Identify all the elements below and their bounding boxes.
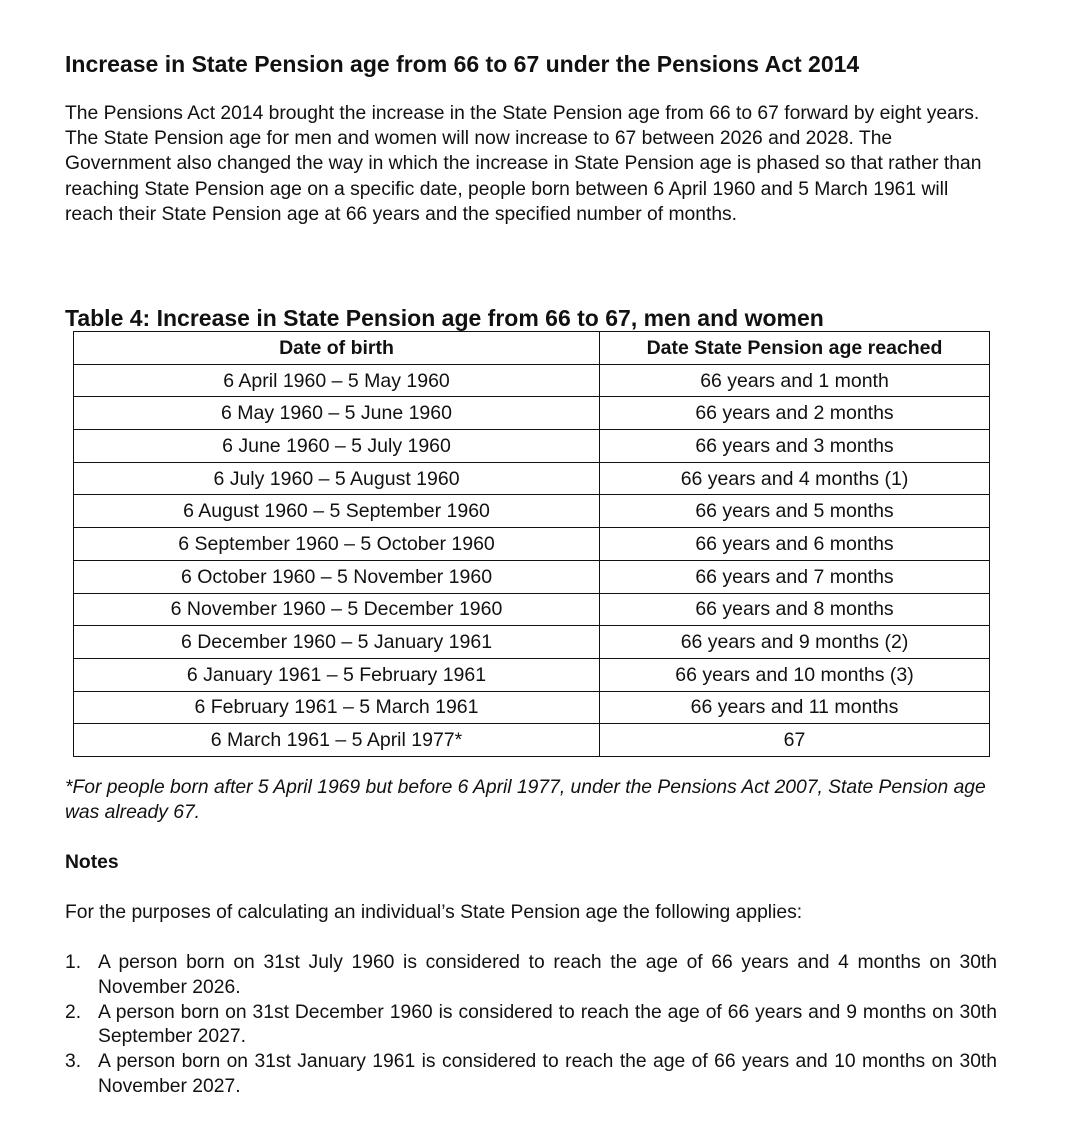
notes-intro: For the purposes of calculating an individual’s State Pension age the following applies: <box>65 902 803 923</box>
date-of-birth-cell: 6 June 1960 – 5 July 1960 <box>74 430 600 463</box>
list-number: 2. <box>65 1001 82 1023</box>
date-of-birth-cell: 6 July 1960 – 5 August 1960 <box>74 462 600 495</box>
pension-age-cell: 66 years and 9 months (2) <box>600 626 990 659</box>
table-row <box>74 364 990 397</box>
date-of-birth-cell: 6 November 1960 – 5 December 1960 <box>74 593 600 626</box>
column-header-pension-age-reached: Date State Pension age reached <box>600 332 990 365</box>
date-of-birth-cell: 6 January 1961 – 5 February 1961 <box>74 658 600 691</box>
list-item <box>65 1001 997 1050</box>
date-of-birth-cell: 6 October 1960 – 5 November 1960 <box>74 560 600 593</box>
pension-age-cell: 66 years and 7 months <box>600 560 990 593</box>
note-text: A person born on 31st July 1960 is considered to reach the age of 66 years and 4 months on 30th November 2026. <box>98 952 997 998</box>
date-of-birth-cell: 6 May 1960 – 5 June 1960 <box>74 397 600 430</box>
pension-age-cell: 66 years and 5 months <box>600 495 990 528</box>
notes-list <box>65 951 997 1100</box>
list-item <box>65 951 997 1000</box>
pension-age-cell: 66 years and 1 month <box>600 364 990 397</box>
pension-age-cell: 66 years and 4 months (1) <box>600 462 990 495</box>
table-row <box>74 593 990 626</box>
date-of-birth-cell: 6 March 1961 – 5 April 1977* <box>74 724 600 757</box>
note-text: A person born on 31st January 1961 is considered to reach the age of 66 years and 10 months on 30th November 2027. <box>98 1051 997 1097</box>
list-number: 1. <box>65 952 82 973</box>
date-of-birth-cell: 6 February 1961 – 5 March 1961 <box>74 691 600 724</box>
date-of-birth-cell: 6 December 1960 – 5 January 1961 <box>74 626 600 659</box>
column-header-date-of-birth: Date of birth <box>74 332 600 365</box>
table-row <box>74 560 990 593</box>
table-row <box>74 724 990 757</box>
table-row <box>74 528 990 561</box>
table-row <box>74 462 990 495</box>
intro-paragraph: The Pensions Act 2014 brought the increase in the State Pension age from 66 to 67 forward by eight years. The State Pension age for men and women will now increase to 67 between 2026 and 2028. The Government also changed the way in which the increase in State Pension age is phased so that rather than reaching State Pension age on a specific date, people born between 6 April 1960 and 5 March 1961 will reach their State Pension age at 66 years and the specified number of months. <box>65 103 982 225</box>
table-row <box>74 691 990 724</box>
date-of-birth-cell: 6 August 1960 – 5 September 1960 <box>74 495 600 528</box>
list-number: 3. <box>65 1051 82 1072</box>
table-row <box>74 495 990 528</box>
pension-age-table <box>73 331 990 757</box>
pension-age-cell: 66 years and 2 months <box>600 397 990 430</box>
list-item <box>65 1050 997 1099</box>
table-row <box>74 658 990 691</box>
page-title: Increase in State Pension age from 66 to 67 under the Pensions Act 2014 <box>65 51 860 77</box>
pension-age-cell: 66 years and 11 months <box>600 691 990 724</box>
note-text: A person born on 31st December 1960 is considered to reach the age of 66 years and 9 months on 30th September 2027. <box>98 1001 997 1047</box>
table-row <box>74 430 990 463</box>
table-caption: Table 4: Increase in State Pension age from 66 to 67, men and women <box>65 305 824 331</box>
pension-age-cell: 66 years and 10 months (3) <box>600 658 990 691</box>
date-of-birth-cell: 6 September 1960 – 5 October 1960 <box>74 528 600 561</box>
table-row <box>74 626 990 659</box>
pension-age-cell: 66 years and 3 months <box>600 430 990 463</box>
table-row <box>74 397 990 430</box>
table-footnote: *For people born after 5 April 1969 but before 6 April 1977, under the Pensions Act 2007, State Pension age was already 67. <box>65 777 986 823</box>
pension-age-cell: 66 years and 6 months <box>600 528 990 561</box>
notes-heading: Notes <box>65 852 119 873</box>
date-of-birth-cell: 6 April 1960 – 5 May 1960 <box>74 364 600 397</box>
table-header-row <box>74 332 990 365</box>
pension-age-cell: 66 years and 8 months <box>600 593 990 626</box>
pension-age-cell: 67 <box>600 724 990 757</box>
